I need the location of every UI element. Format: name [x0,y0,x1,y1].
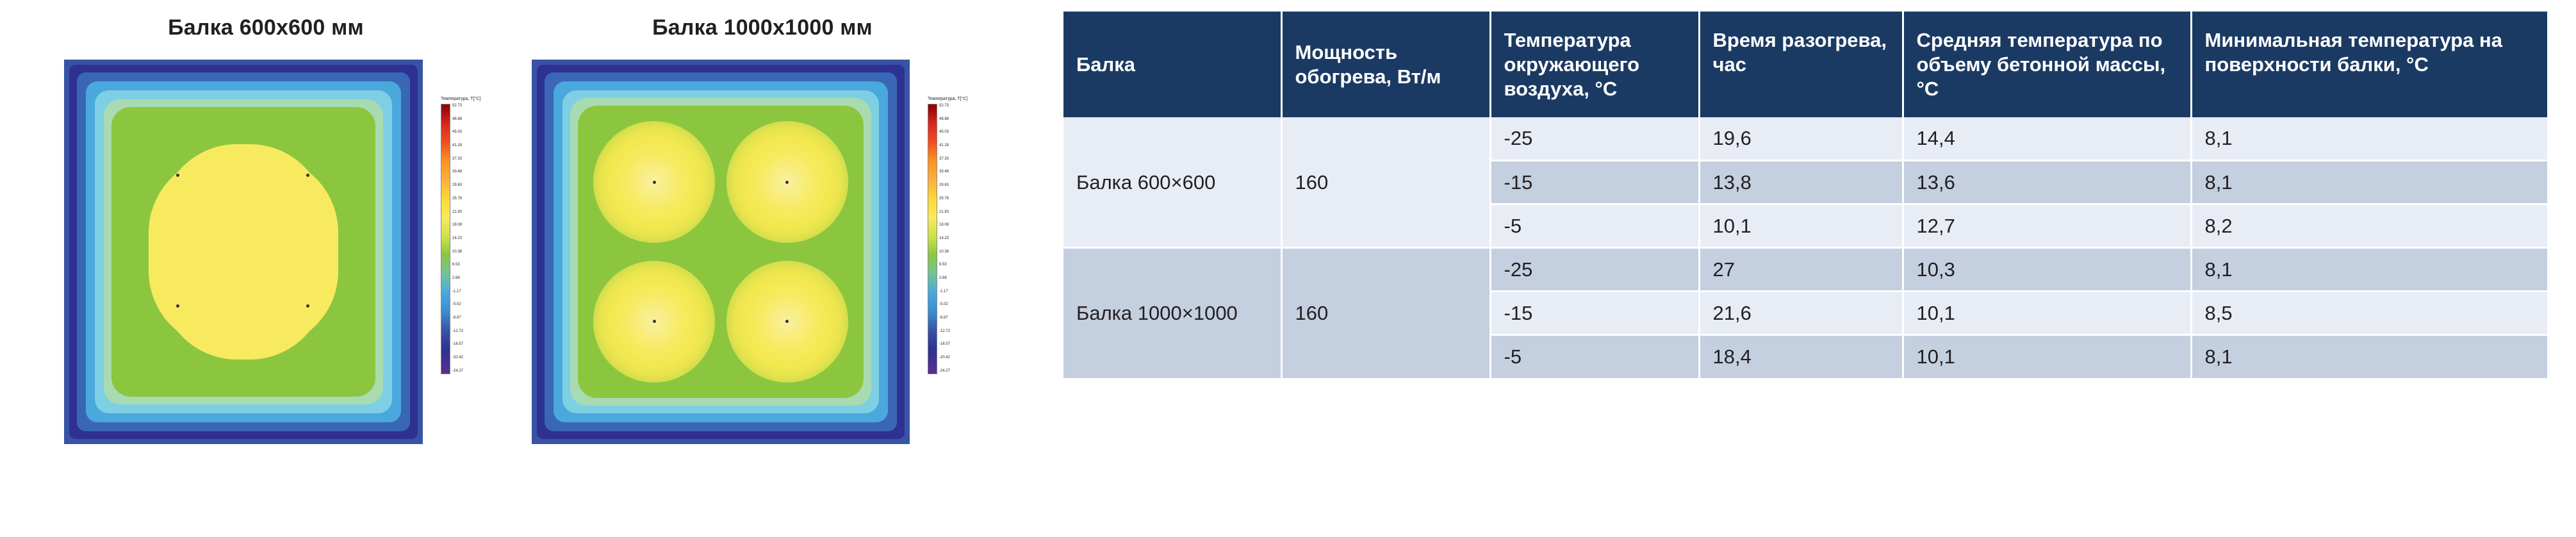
colorbar-ticks [452,104,463,373]
colorbar-tick: -5.02 [452,302,461,307]
colorbar-tick: -20.42 [452,356,464,360]
colorbar-tick: 48.88 [452,117,463,121]
cell-average-temperature: 10,3 [1903,248,2191,292]
cell-min-temperature: 8,1 [2191,248,2547,292]
colorbar-gradient [441,104,450,374]
colorbar-tick: 37.33 [452,156,463,161]
cell-power: 160 [1281,117,1490,247]
column-header-air-temperature: Температура окружающего воздуха, °C [1490,12,1699,117]
column-header-average-temperature: Средняя температура по объему бетонной массы, °C [1903,12,2191,117]
table-body [1063,117,2547,379]
colorbar-tick: 48.88 [939,117,949,121]
figure-1-plot-area [64,60,487,476]
cell-min-temperature: 8,1 [2191,160,2547,204]
colorbar-tick: -1.17 [452,289,461,293]
colorbar-tick: 14.23 [452,236,463,240]
column-header-beam: Балка [1063,12,1281,117]
results-table [1063,12,2547,380]
colorbar-title: Температура, T[°C] [928,97,968,101]
colorbar-tick: -24.27 [452,368,464,373]
heater-point [785,320,789,323]
colorbar-tick: 33.48 [939,170,949,174]
thermal-map-1000 [532,60,910,444]
cell-beam: Балка 600×600 [1063,117,1281,247]
colorbar-tick: -24.27 [939,368,951,373]
table-header-row [1063,12,2547,117]
colorbar-body [441,104,475,374]
heater-point [785,181,789,184]
table-row [1063,248,2547,292]
colorbar-tick: -8.87 [452,316,461,320]
colorbar-tick: 10.38 [452,249,463,254]
colorbar-tick: 37.33 [939,156,949,161]
colorbar-1000 [928,97,968,374]
colorbar-tick: 41.18 [939,144,949,148]
colorbar-tick: -12.72 [452,329,464,333]
cell-min-temperature: 8,1 [2191,335,2547,379]
heater-point [306,304,309,308]
colorbar-title: Температура, T[°C] [441,97,481,101]
colorbar-tick: 6.53 [452,263,460,267]
colorbar-tick: 2.68 [452,276,460,280]
figure-2-caption: Балка 1000х1000 мм [652,15,873,40]
colorbar-tick: 41.18 [452,144,463,148]
cell-min-temperature: 8,2 [2191,204,2547,247]
colorbar-600 [441,97,481,374]
cell-average-temperature: 10,1 [1903,292,2191,335]
colorbar-tick: 33.48 [452,170,463,174]
cell-heating-time: 27 [1699,248,1903,292]
heater-point [176,304,179,308]
colorbar-tick: -12.72 [939,329,951,333]
cell-average-temperature: 13,6 [1903,160,2191,204]
thermal-map-600 [64,60,423,444]
thermal-core [149,156,338,348]
heater-point [653,181,656,184]
cell-air-temperature: -25 [1490,248,1699,292]
figure-beam-600 [38,0,487,476]
colorbar-tick: 25.78 [452,196,463,201]
colorbar-tick: 52.73 [452,104,463,108]
colorbar-gradient [928,104,937,374]
colorbar-tick: 21.93 [939,210,949,214]
colorbar-tick: -5.02 [939,302,948,307]
column-header-min-surface-temperature: Минимальная температура на поверхности балки, °C [2191,12,2547,117]
figure-2-plot-area [532,60,980,476]
cell-air-temperature: -5 [1490,204,1699,247]
cell-average-temperature: 10,1 [1903,335,2191,379]
colorbar-tick: -16.57 [452,342,464,347]
table-row [1063,117,2547,160]
colorbar-body [928,104,962,374]
colorbar-tick: 18.08 [452,223,463,227]
colorbar-tick: 29.63 [939,183,949,188]
colorbar-tick: -8.87 [939,316,948,320]
cell-min-temperature: 8,5 [2191,292,2547,335]
colorbar-tick: 45.03 [939,130,949,135]
cell-heating-time: 21,6 [1699,292,1903,335]
cell-air-temperature: -15 [1490,292,1699,335]
cell-power: 160 [1281,248,1490,379]
results-table-wrapper [1063,12,2547,380]
colorbar-tick: 18.08 [939,223,949,227]
figure-beam-1000 [525,0,999,476]
colorbar-tick: 52.73 [939,104,949,108]
column-header-power: Мощность обогрева, Вт/м [1281,12,1490,117]
colorbar-tick: 25.78 [939,196,949,201]
heater-point [306,174,309,177]
colorbar-tick: 29.63 [452,183,463,188]
colorbar-tick: -1.17 [939,289,948,293]
colorbar-tick: 2.68 [939,276,947,280]
colorbar-ticks [939,104,950,373]
colorbar-tick: 6.53 [939,263,947,267]
colorbar-tick: 21.93 [452,210,463,214]
colorbar-tick: -16.57 [939,342,951,347]
column-header-heating-time: Время разогрева, час [1699,12,1903,117]
colorbar-tick: -20.42 [939,356,951,360]
colorbar-tick: 45.03 [452,130,463,135]
cell-heating-time: 13,8 [1699,160,1903,204]
cell-air-temperature: -15 [1490,160,1699,204]
cell-beam: Балка 1000×1000 [1063,248,1281,379]
cell-min-temperature: 8,1 [2191,117,2547,160]
cell-average-temperature: 14,4 [1903,117,2191,160]
colorbar-tick: 14.23 [939,236,949,240]
cell-heating-time: 18,4 [1699,335,1903,379]
heater-point [653,320,656,323]
figures-panel [0,0,1038,537]
figure-1-caption: Балка 600х600 мм [168,15,364,40]
cell-heating-time: 19,6 [1699,117,1903,160]
colorbar-tick: 10.38 [939,249,949,254]
table-header [1063,12,2547,117]
cell-air-temperature: -5 [1490,335,1699,379]
cell-heating-time: 10,1 [1699,204,1903,247]
cell-average-temperature: 12,7 [1903,204,2191,247]
cell-air-temperature: -25 [1490,117,1699,160]
heater-point [176,174,179,177]
